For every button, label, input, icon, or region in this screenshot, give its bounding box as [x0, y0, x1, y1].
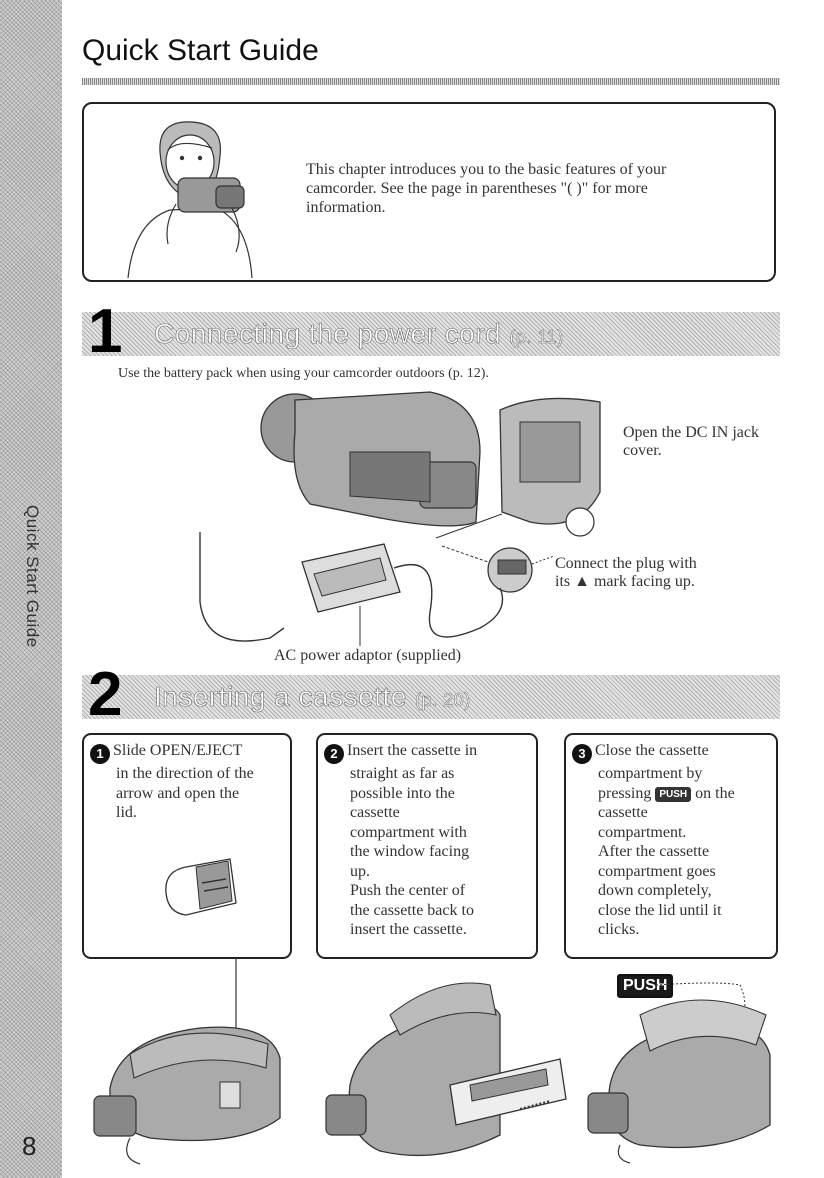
section-2-banner [82, 660, 780, 729]
step-2-line: the window facing [350, 843, 470, 860]
callout-adaptor: AC power adaptor (supplied) [274, 647, 462, 664]
step-2-line: up. [350, 862, 370, 880]
step-3-press-before: pressing [598, 784, 656, 802]
step-3-box [564, 733, 778, 959]
section-1-ref: (p. 11) [509, 327, 564, 347]
step-3-line: clicks. [598, 921, 640, 938]
side-section-label: Quick Start Guide [23, 505, 42, 648]
step-3-line: down completely, [598, 882, 712, 899]
section-1-number: 1 [88, 297, 123, 366]
step-1-text [90, 741, 254, 823]
page-number: 8 [22, 1131, 37, 1161]
section-2-ref: (p. 20) [415, 690, 471, 710]
intro-box [82, 102, 776, 282]
step-1-box [82, 733, 292, 959]
camcorder-open-lid-illustration [90, 958, 290, 1168]
push-key-icon: PUSH [655, 787, 691, 802]
step-3-line: compartment goes [598, 862, 716, 880]
step-2-box [316, 733, 538, 959]
camcorder-close-cassette-illustration [580, 975, 780, 1165]
step-2-line: possible into the [350, 784, 455, 802]
step-3-line [572, 741, 735, 764]
step-3-line: compartment by [598, 765, 703, 782]
section-1-title [154, 318, 564, 350]
title-rule [82, 78, 780, 85]
step-3-line: close the lid until it [598, 901, 722, 919]
section-2-title-text: Inserting a cassette [154, 681, 407, 712]
step-2-line: insert the cassette. [350, 921, 467, 938]
step-3-line: After the cassette [598, 843, 710, 860]
step-3-line: compartment. [598, 823, 687, 841]
camcorder-power-illustration [180, 392, 640, 662]
step-1-line: in the direction of the [116, 765, 254, 782]
callout-plug-rest: mark facing up. [589, 573, 695, 590]
step-2-line: cassette [350, 804, 400, 821]
step-3-line: cassette [598, 804, 648, 821]
section-2-title [154, 681, 471, 713]
section-2-number: 2 [88, 660, 123, 729]
camcorder-body [261, 392, 480, 526]
step-2-line-text: Insert the cassette in [347, 742, 478, 759]
step-2-line: the cassette back to [350, 901, 474, 919]
camcorder-insert-cassette-illustration [320, 975, 570, 1170]
callout-plug-prefix: its [555, 573, 575, 590]
step-1-line: lid. [116, 804, 137, 821]
step-3-line [572, 784, 735, 804]
step-2-line [324, 741, 477, 764]
step-1-line-text: Slide OPEN/EJECT [113, 742, 243, 759]
section-1-banner [82, 297, 780, 366]
push-button-label: PUSH [617, 974, 673, 998]
callout-plug-line1: Connect the plug with [555, 555, 697, 572]
step-2-badge: 2 [324, 744, 344, 764]
woman-with-camcorder-illustration [120, 112, 260, 278]
intro-text: This chapter introduces you to the basic features of your camcorder. See the page in parentheses "( )" for more information. [306, 161, 667, 216]
step-1-line [90, 741, 254, 764]
section-1-title-text: Connecting the power cord [154, 318, 502, 349]
step-3-press-after: on the [691, 784, 735, 802]
open-eject-switch-illustration [156, 853, 246, 923]
step-3-line-text: Close the cassette [595, 742, 709, 759]
callout-dc-in: Open the DC IN jack cover. [623, 424, 759, 459]
step-2-line: straight as far as [350, 765, 455, 782]
step-3-text [572, 741, 735, 940]
step-1-line: arrow and open the [116, 784, 240, 802]
step-2-line: Push the center of [350, 882, 466, 899]
step-1-badge: 1 [90, 744, 110, 764]
callout-plug [555, 555, 697, 591]
ac-power-adaptor [200, 532, 503, 646]
step-2-text [324, 741, 477, 940]
triangle-mark-icon: ▲ [574, 573, 590, 590]
dc-plug-detail [442, 546, 554, 592]
page-title: Quick Start Guide [82, 34, 319, 67]
battery-note: Use the battery pack when using your camcorder outdoors (p. 12). [118, 366, 489, 381]
step-3-badge: 3 [572, 744, 592, 764]
step-2-line: compartment with [350, 823, 467, 841]
